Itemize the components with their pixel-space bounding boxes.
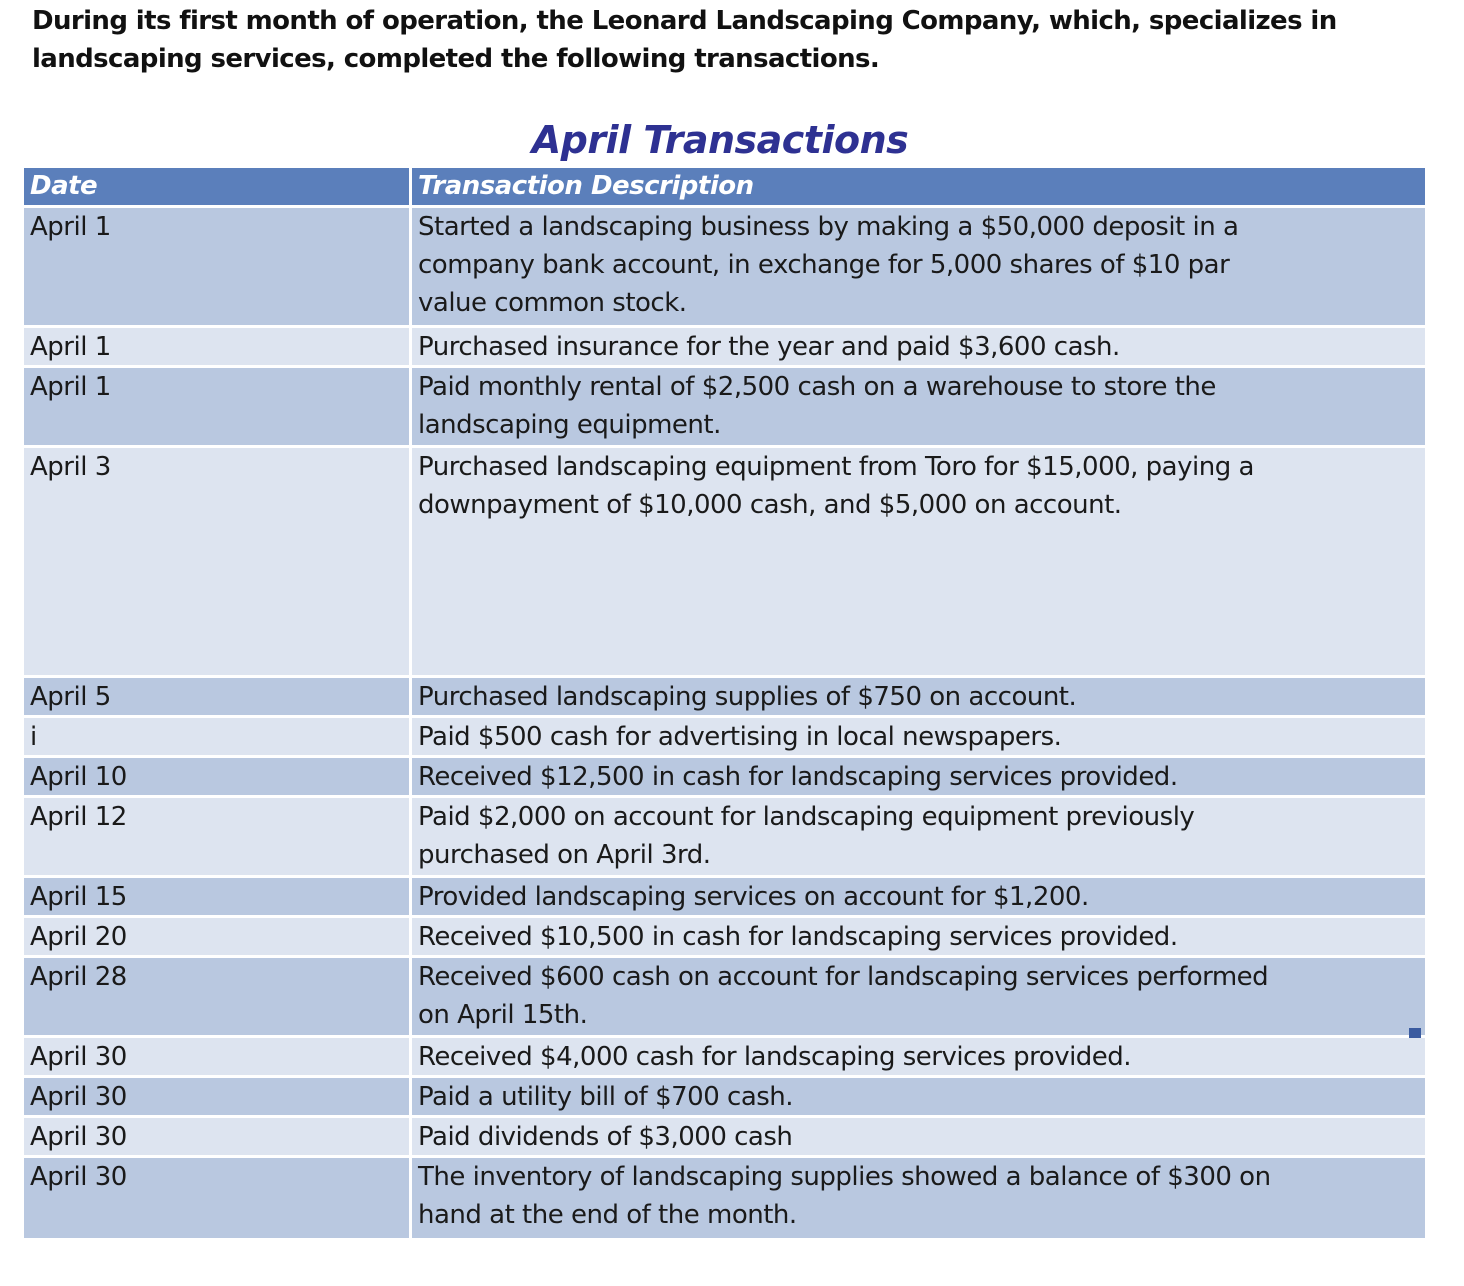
row-description xyxy=(412,798,1425,875)
description-line: Paid monthly rental of $2,500 cash on a warehouse to store the xyxy=(418,372,1216,402)
description-line: Received $10,500 in cash for landscaping services provided. xyxy=(418,922,1178,952)
table-row xyxy=(24,958,1425,1038)
row-description xyxy=(412,208,1425,325)
table-row xyxy=(24,1118,1425,1158)
row-date: April 30 xyxy=(24,1118,412,1155)
table-row xyxy=(24,678,1425,718)
row-date: April 1 xyxy=(24,328,412,365)
row-date: April 12 xyxy=(24,798,412,875)
table-row xyxy=(24,1038,1425,1078)
description-line: on April 15th. xyxy=(418,1000,588,1030)
row-date: April 28 xyxy=(24,958,412,1035)
row-date: April 30 xyxy=(24,1078,412,1115)
table-row xyxy=(24,878,1425,918)
description-line: Paid a utility bill of $700 cash. xyxy=(418,1082,794,1112)
description-line: The inventory of landscaping supplies showed a balance of $300 on xyxy=(418,1162,1271,1192)
table-row xyxy=(24,328,1425,368)
row-description xyxy=(412,368,1425,445)
table-row xyxy=(24,1158,1425,1238)
description-line: Purchased insurance for the year and paid $3,600 cash. xyxy=(418,332,1120,362)
row-description xyxy=(412,328,1425,365)
description-line: landscaping equipment. xyxy=(418,410,721,440)
row-date: April 15 xyxy=(24,878,412,915)
description-line: Started a landscaping business by making a $50,000 deposit in a xyxy=(418,212,1239,242)
row-description xyxy=(412,918,1425,955)
description-line: Purchased landscaping supplies of $750 on account. xyxy=(418,682,1077,712)
description-line: Provided landscaping services on account for $1,200. xyxy=(418,882,1089,912)
table-header-row xyxy=(24,168,1425,208)
header-date: Date xyxy=(24,168,412,205)
row-description xyxy=(412,718,1425,755)
table-resize-handle[interactable] xyxy=(1409,1028,1421,1038)
table-row xyxy=(24,448,1425,678)
intro-line-1: During its first month of operation, the Leonard Landscaping Company, which, specializes in xyxy=(32,6,1337,36)
row-description xyxy=(412,1118,1425,1155)
row-date: April 1 xyxy=(24,208,412,325)
row-date: April 5 xyxy=(24,678,412,715)
table-row xyxy=(24,368,1425,448)
row-description xyxy=(412,1158,1425,1238)
table-title: April Transactions xyxy=(531,118,909,162)
description-line: purchased on April 3rd. xyxy=(418,840,711,870)
intro-paragraph xyxy=(32,2,1442,78)
description-line: hand at the end of the month. xyxy=(418,1200,797,1230)
row-date: April 3 xyxy=(24,448,412,675)
row-date: April 20 xyxy=(24,918,412,955)
row-description xyxy=(412,448,1425,675)
description-line: Purchased landscaping equipment from Toro for $15,000, paying a xyxy=(418,452,1254,482)
row-date: April 10 xyxy=(24,758,412,795)
row-description xyxy=(412,958,1425,1035)
row-description xyxy=(412,878,1425,915)
intro-line-2: landscaping services, completed the following transactions. xyxy=(32,44,880,74)
description-line: Paid dividends of $3,000 cash xyxy=(418,1122,793,1152)
row-description xyxy=(412,1038,1425,1075)
header-description: Transaction Description xyxy=(412,168,1425,205)
description-line: Received $600 cash on account for landscaping services performed xyxy=(418,962,1269,992)
table-row xyxy=(24,918,1425,958)
row-description xyxy=(412,1078,1425,1115)
table-row xyxy=(24,208,1425,328)
description-line: Received $4,000 cash for landscaping services provided. xyxy=(418,1042,1132,1072)
description-line: Received $12,500 in cash for landscaping services provided. xyxy=(418,762,1178,792)
row-date: April 1 xyxy=(24,368,412,445)
row-date: i xyxy=(24,718,412,755)
row-description xyxy=(412,678,1425,715)
description-line: Paid $2,000 on account for landscaping equipment previously xyxy=(418,802,1195,832)
row-date: April 30 xyxy=(24,1038,412,1075)
table-row xyxy=(24,1078,1425,1118)
row-description xyxy=(412,758,1425,795)
description-line: Paid $500 cash for advertising in local newspapers. xyxy=(418,722,1062,752)
description-line: value common stock. xyxy=(418,288,687,318)
description-line: company bank account, in exchange for 5,000 shares of $10 par xyxy=(418,250,1230,280)
transactions-table xyxy=(24,168,1425,1238)
table-row xyxy=(24,758,1425,798)
table-row xyxy=(24,798,1425,878)
description-line: downpayment of $10,000 cash, and $5,000 on account. xyxy=(418,490,1122,520)
row-date: April 30 xyxy=(24,1158,412,1238)
table-row xyxy=(24,718,1425,758)
